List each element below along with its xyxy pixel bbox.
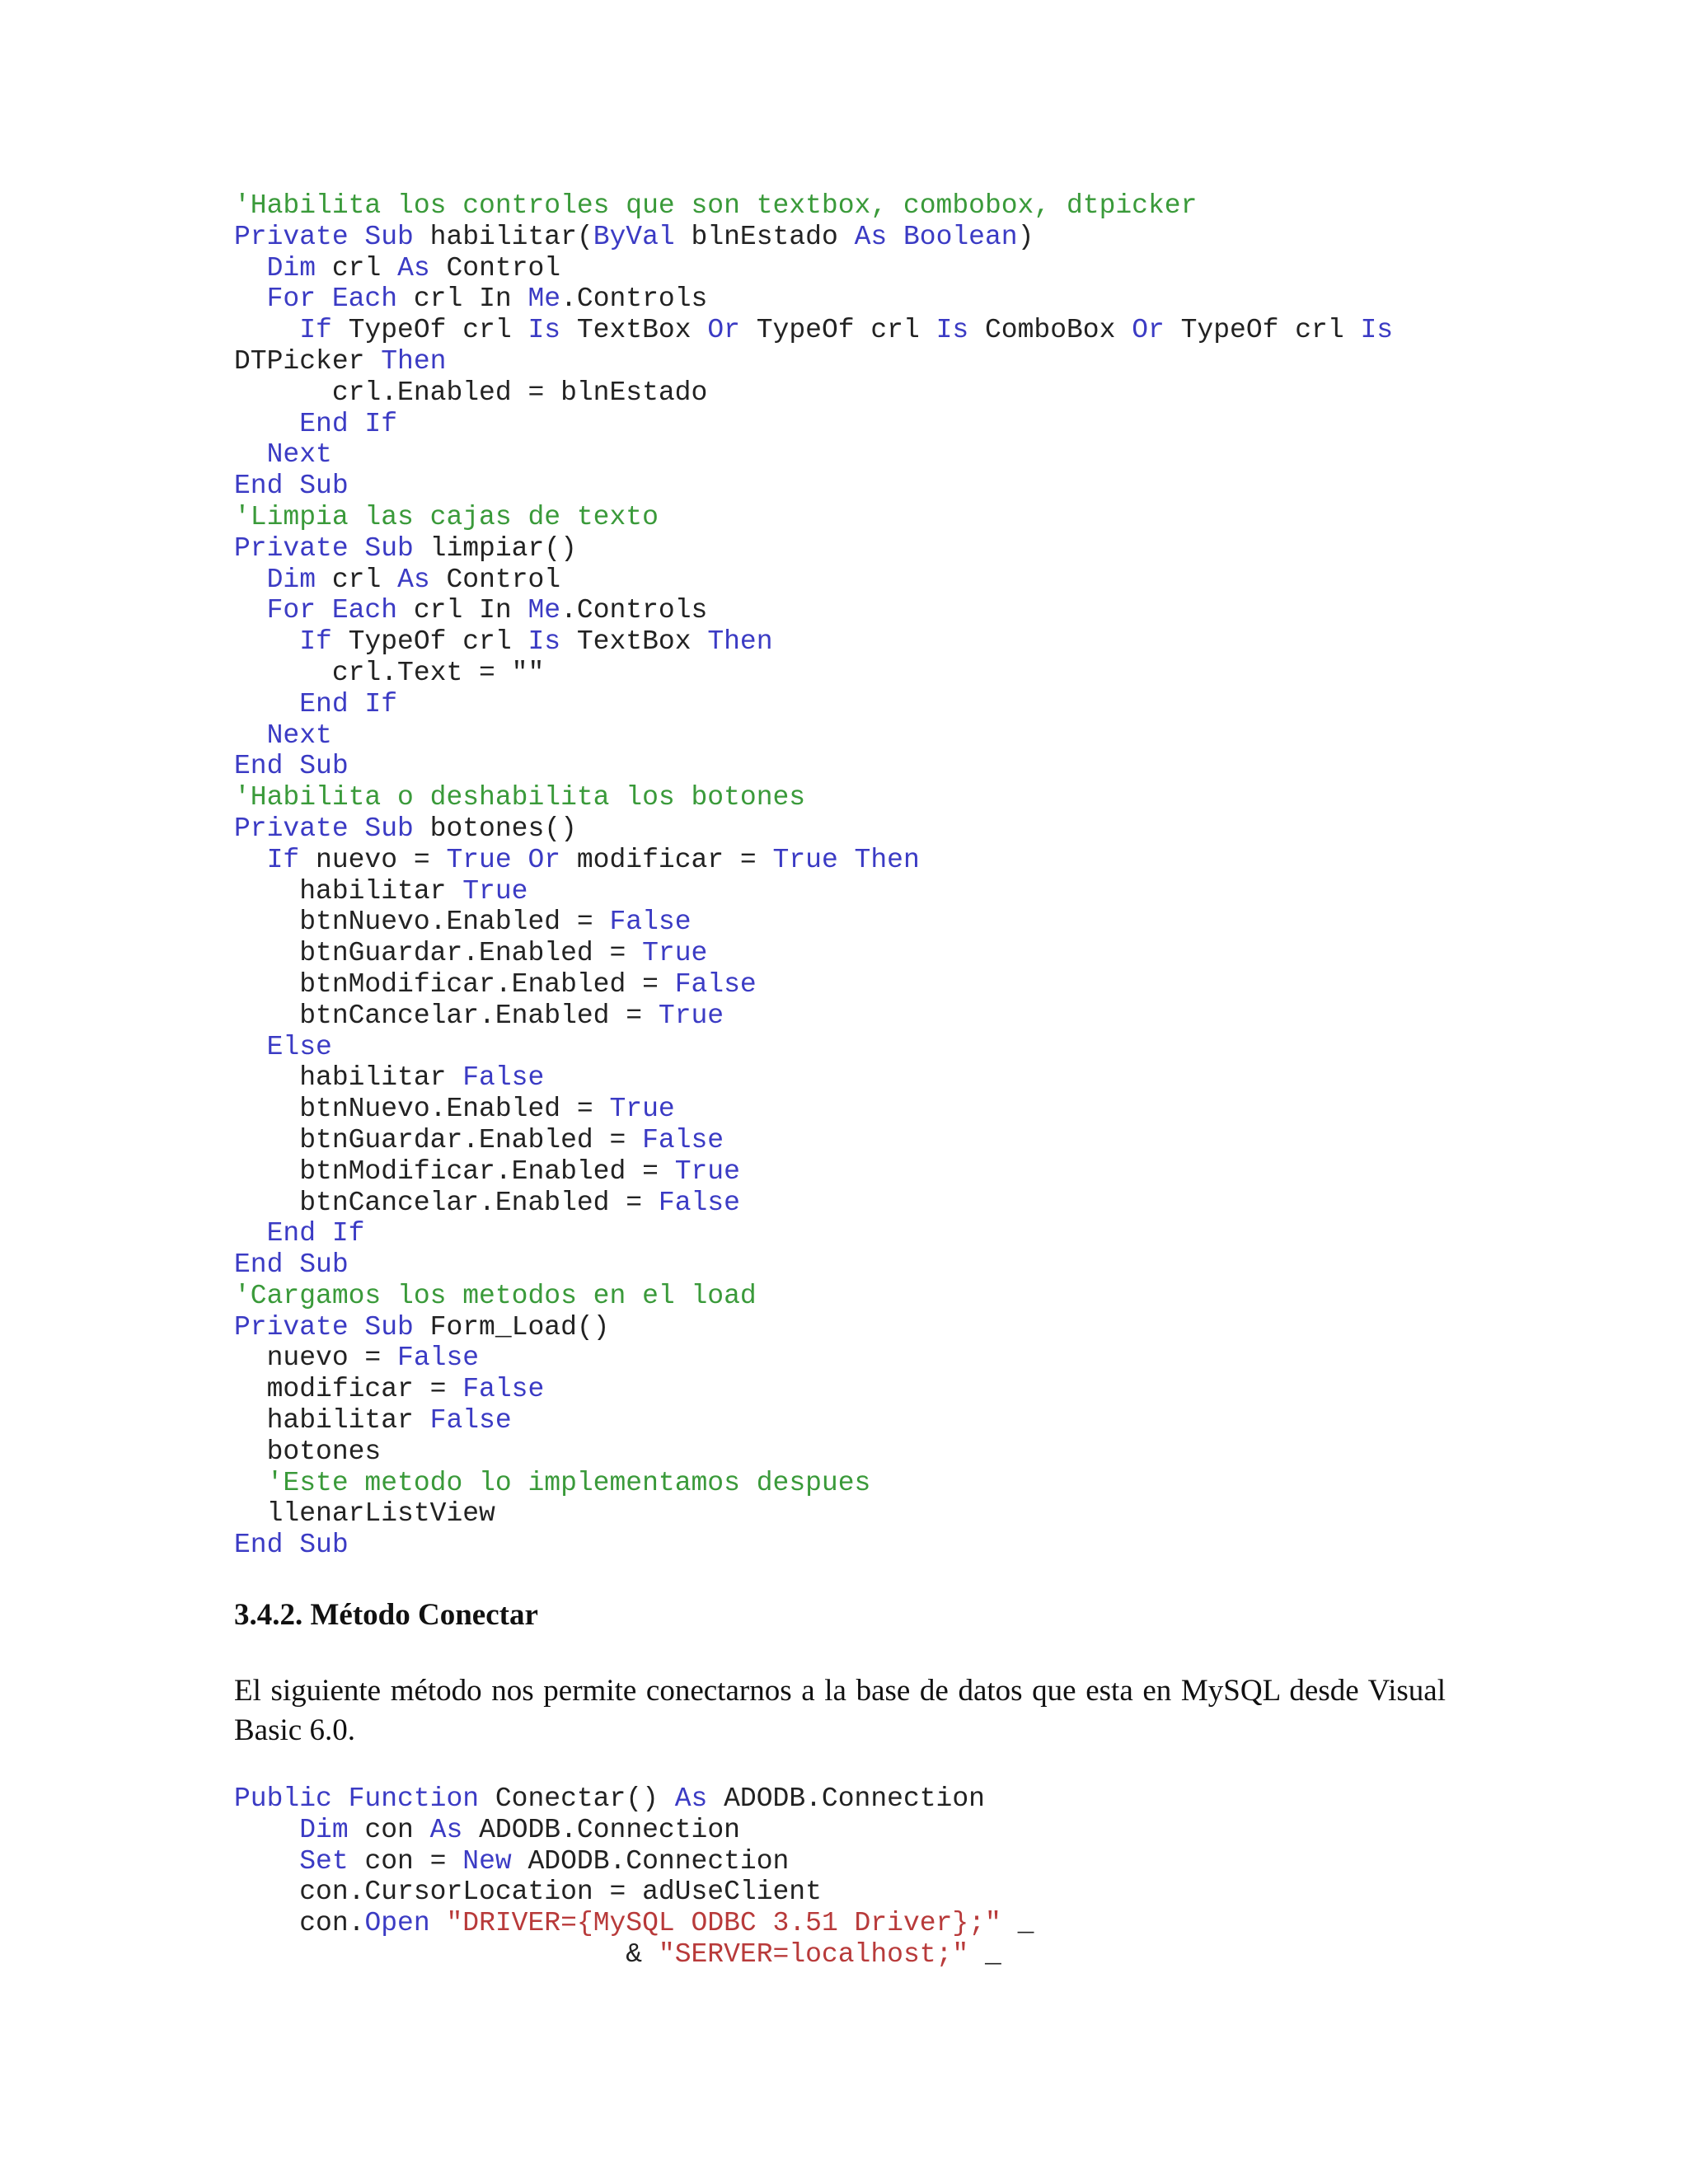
code-line xyxy=(234,1062,1393,1094)
code-line xyxy=(234,222,1393,253)
code-token: 'Habilita o deshabilita los botones xyxy=(234,782,806,813)
code-token: For Each xyxy=(266,595,398,626)
code-token: New xyxy=(462,1845,512,1877)
code-token: ByVal xyxy=(593,221,675,252)
code-line xyxy=(234,969,1393,1001)
code-token: Is xyxy=(1360,315,1394,346)
code-token: habilitar xyxy=(234,1405,430,1436)
code-token: crl xyxy=(316,252,398,284)
code-token: Me xyxy=(528,284,561,315)
code-line xyxy=(234,1908,1034,1939)
code-token: botones() xyxy=(413,813,577,844)
code-token: Else xyxy=(266,1031,332,1062)
code-block-conectar xyxy=(234,1783,1034,1971)
code-token: False xyxy=(462,1374,545,1405)
code-token: ADODB.Connection xyxy=(511,1845,790,1877)
code-token: modificar = xyxy=(234,1374,463,1405)
code-token: End Sub xyxy=(234,471,349,502)
code-token: False xyxy=(658,1187,740,1218)
code-line xyxy=(234,595,1393,626)
code-token: "DRIVER={MySQL ODBC 3.51 Driver};" xyxy=(446,1908,1001,1939)
code-line xyxy=(234,1846,1034,1877)
code-token: modificar = xyxy=(560,844,773,875)
code-token: btnGuardar.Enabled = xyxy=(234,1124,643,1155)
code-token: Control xyxy=(429,252,561,284)
code-token: Form_Load() xyxy=(413,1311,610,1343)
code-token: For Each xyxy=(266,284,398,315)
code-token: limpiar() xyxy=(413,532,577,564)
code-line xyxy=(234,1783,1034,1815)
code-token: btnCancelar.Enabled = xyxy=(234,1187,659,1218)
code-token: .Controls xyxy=(560,595,708,626)
code-token xyxy=(234,626,299,657)
code-token: As xyxy=(674,1783,708,1814)
code-line xyxy=(234,1405,1393,1436)
code-line xyxy=(234,907,1393,938)
code-token: True xyxy=(658,1000,724,1031)
code-token xyxy=(234,409,299,439)
code-token xyxy=(234,1468,267,1498)
code-line xyxy=(234,1939,1034,1971)
code-line xyxy=(234,533,1393,565)
code-line xyxy=(234,1374,1393,1405)
code-token: btnCancelar.Enabled = xyxy=(234,1000,659,1031)
code-token: con = xyxy=(348,1845,463,1877)
code-line xyxy=(234,565,1393,596)
code-token: As xyxy=(397,252,430,284)
code-token: & xyxy=(234,1938,659,1970)
code-token: Dim xyxy=(266,252,316,284)
code-token: habilitar xyxy=(234,875,463,907)
code-token: _ xyxy=(1001,1908,1034,1939)
code-token: con.CursorLocation = adUseClient xyxy=(234,1877,822,1908)
code-token: TypeOf crl xyxy=(1164,315,1361,346)
code-token xyxy=(234,595,267,626)
code-token xyxy=(234,845,267,875)
code-token: crl In xyxy=(397,595,528,626)
code-token: False xyxy=(429,1405,512,1436)
code-token: Is xyxy=(528,315,561,346)
code-token xyxy=(234,1218,267,1249)
code-token: ADODB.Connection xyxy=(462,1814,740,1845)
code-token: TypeOf crl xyxy=(331,626,528,658)
code-token: 'Habilita los controles que son textbox, combobox, dtpicker xyxy=(234,190,1198,221)
code-token: btnGuardar.Enabled = xyxy=(234,938,643,969)
code-line xyxy=(234,1188,1393,1219)
code-line xyxy=(234,938,1393,969)
code-line xyxy=(234,751,1393,782)
code-token: Is xyxy=(935,315,969,346)
code-token: If xyxy=(266,844,300,875)
code-token: End If xyxy=(299,408,398,439)
code-token: nuevo = xyxy=(299,844,447,875)
code-token: Private Sub xyxy=(234,532,414,564)
code-token: Control xyxy=(429,564,561,595)
code-token: Conectar() xyxy=(479,1783,675,1814)
code-line xyxy=(234,253,1393,284)
code-token: True xyxy=(674,1155,740,1187)
code-token: DTPicker xyxy=(234,345,382,377)
code-line xyxy=(234,1498,1393,1530)
section-heading: 3.4.2. Método Conectar xyxy=(234,1598,538,1632)
code-line xyxy=(234,439,1393,471)
code-token xyxy=(234,689,299,719)
code-token: TypeOf crl xyxy=(331,315,528,346)
code-token: End Sub xyxy=(234,1530,349,1561)
code-line xyxy=(234,689,1393,720)
code-token: False xyxy=(397,1343,480,1374)
code-token: .Controls xyxy=(560,284,708,315)
code-line xyxy=(234,720,1393,752)
code-token: crl xyxy=(316,564,398,595)
code-token xyxy=(234,565,267,595)
code-token: True xyxy=(609,1094,675,1125)
code-token: True xyxy=(642,938,708,969)
code-token: Next xyxy=(266,439,332,471)
code-token: False xyxy=(462,1062,545,1094)
code-token: If xyxy=(299,315,332,346)
code-token: Set xyxy=(299,1845,349,1877)
code-line xyxy=(234,658,1393,689)
code-line xyxy=(234,1468,1393,1499)
code-token: ADODB.Connection xyxy=(707,1783,985,1814)
code-line xyxy=(234,377,1393,409)
code-token: TextBox xyxy=(560,626,708,658)
code-token: Dim xyxy=(266,564,316,595)
code-line xyxy=(234,1156,1393,1188)
code-token: If xyxy=(299,626,332,658)
code-token xyxy=(234,315,299,345)
code-token: llenarListView xyxy=(234,1498,495,1530)
code-token: False xyxy=(674,968,757,1000)
code-token: ) xyxy=(1017,221,1034,252)
code-line xyxy=(234,346,1393,377)
code-line xyxy=(234,1032,1393,1063)
code-line xyxy=(234,1343,1393,1374)
code-token: TextBox xyxy=(560,315,708,346)
code-token: Public Function xyxy=(234,1783,480,1814)
code-line xyxy=(234,1815,1034,1846)
code-token: Private Sub xyxy=(234,1311,414,1343)
code-token: As xyxy=(397,564,430,595)
code-token: Next xyxy=(266,719,332,751)
code-token: As Boolean xyxy=(854,221,1018,252)
code-token: Or xyxy=(1132,315,1165,346)
code-line xyxy=(234,471,1393,502)
code-line xyxy=(234,1281,1393,1312)
code-token: Me xyxy=(528,595,561,626)
code-line xyxy=(234,1530,1393,1561)
code-token xyxy=(234,439,267,470)
code-token: btnModificar.Enabled = xyxy=(234,1155,675,1187)
code-token: crl.Enabled = blnEstado xyxy=(234,377,708,408)
code-token: habilitar( xyxy=(413,221,593,252)
code-token: _ xyxy=(968,1938,1001,1970)
code-line xyxy=(234,876,1393,907)
code-line xyxy=(234,1312,1393,1343)
code-token: False xyxy=(642,1124,724,1155)
code-token: True xyxy=(462,875,528,907)
code-token: con. xyxy=(234,1908,365,1939)
code-line xyxy=(234,813,1393,845)
code-token xyxy=(234,1815,299,1845)
code-token: Private Sub xyxy=(234,221,414,252)
code-token: crl.Text = "" xyxy=(234,657,545,688)
code-line xyxy=(234,1877,1034,1908)
code-token: As xyxy=(429,1814,463,1845)
code-line xyxy=(234,845,1393,876)
code-token: TypeOf crl xyxy=(739,315,936,346)
code-line xyxy=(234,1249,1393,1281)
code-token: btnNuevo.Enabled = xyxy=(234,1094,610,1125)
code-token: habilitar xyxy=(234,1062,463,1094)
code-token: End Sub xyxy=(234,1249,349,1281)
code-line xyxy=(234,1001,1393,1032)
code-token: nuevo = xyxy=(234,1343,398,1374)
code-token: Is xyxy=(528,626,561,658)
code-token: ComboBox xyxy=(968,315,1132,346)
code-token: Dim xyxy=(299,1814,349,1845)
code-token: blnEstado xyxy=(674,221,855,252)
code-line xyxy=(234,284,1393,315)
code-token xyxy=(234,284,267,314)
body-paragraph: El siguiente método nos permite conectarnos a la base de datos que esta en MySQL desde Visual Basic 6.0. xyxy=(234,1674,1446,1747)
code-token: "SERVER=localhost;" xyxy=(658,1938,969,1970)
code-token: btnModificar.Enabled = xyxy=(234,968,675,1000)
code-line xyxy=(234,190,1393,222)
code-token: End Sub xyxy=(234,751,349,782)
code-line xyxy=(234,1125,1393,1156)
code-token xyxy=(234,720,267,751)
code-line xyxy=(234,315,1393,346)
code-token: False xyxy=(609,907,692,938)
code-token: Then xyxy=(707,626,773,658)
code-token: 'Este metodo lo implementamos despues xyxy=(266,1467,871,1498)
code-token xyxy=(234,1846,299,1877)
code-token: End If xyxy=(266,1218,365,1249)
code-token: Then xyxy=(381,345,447,377)
code-line xyxy=(234,502,1393,533)
code-line xyxy=(234,782,1393,813)
code-token: 'Limpia las cajas de texto xyxy=(234,501,659,532)
code-line xyxy=(234,1094,1393,1125)
code-line xyxy=(234,1436,1393,1468)
code-token: True Or xyxy=(446,844,561,875)
code-token xyxy=(234,1032,267,1062)
code-token: Or xyxy=(707,315,740,346)
code-block-vb-methods xyxy=(234,190,1393,1561)
code-token: End If xyxy=(299,688,398,719)
code-token xyxy=(234,253,267,284)
code-token: botones xyxy=(234,1436,382,1467)
code-token: 'Cargamos los metodos en el load xyxy=(234,1280,757,1311)
code-token: btnNuevo.Enabled = xyxy=(234,907,610,938)
code-token: Private Sub xyxy=(234,813,414,844)
code-token: Open xyxy=(364,1908,430,1939)
code-line xyxy=(234,626,1393,658)
code-line xyxy=(234,1218,1393,1249)
code-token: crl In xyxy=(397,284,528,315)
code-line xyxy=(234,409,1393,440)
code-token xyxy=(430,1908,447,1938)
code-token: con xyxy=(348,1814,430,1845)
code-token: True Then xyxy=(772,844,920,875)
